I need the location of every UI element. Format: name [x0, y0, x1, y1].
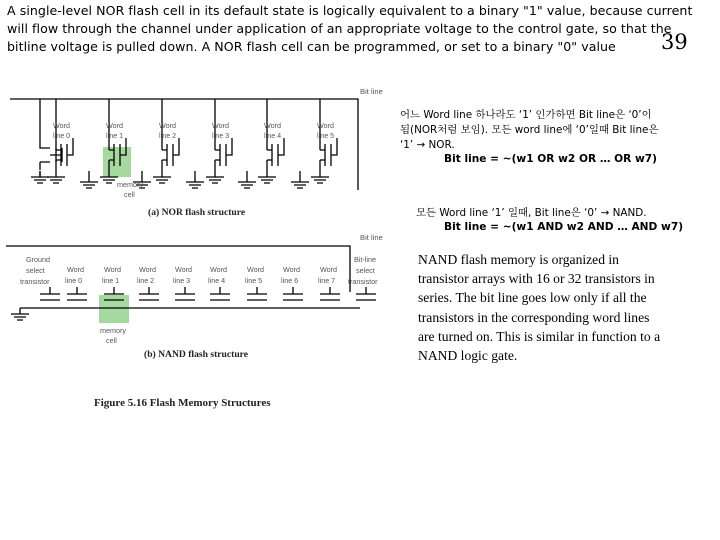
nand-formula: Bit line = ~(w1 AND w2 AND … AND w7): [444, 221, 684, 233]
nor-note-line-3: ‘1’ → NOR.: [400, 139, 455, 151]
nor-memory-cell-label-1: memory: [117, 180, 143, 189]
nand-word-label-1-word: Word: [104, 265, 122, 274]
nor-memory-cell-highlight: [103, 147, 131, 177]
nand-transistor-7: [283, 287, 303, 300]
nor-word-label-5-word: Word: [317, 121, 335, 130]
nor-word-label-5-line: line 5: [317, 131, 335, 140]
nand-memory-cell-label-1: memory: [100, 326, 126, 335]
nand-ground-select-label-3: transistor: [20, 277, 50, 286]
nor-word-label-3-word: Word: [212, 121, 230, 130]
nand-word-label-2-line: line 2: [137, 276, 155, 285]
nand-transistor-0: [40, 287, 60, 300]
nor-caption: (a) NOR flash structure: [148, 207, 246, 218]
nand-word-label-0-line: line 0: [65, 276, 83, 285]
nand-word-label-3-line: line 3: [173, 276, 191, 285]
nand-transistor-1: [67, 287, 87, 300]
nand-word-label-0-word: Word: [67, 265, 85, 274]
nand-note-line-1: 모든 Word line ‘1’ 일때, Bit line은 ‘0’ → NAND.: [416, 207, 647, 219]
nor-word-label-1-line: line 1: [106, 131, 124, 140]
nor-note-line-2: 됨(NOR처럼 보임). 모든 word line에 ‘0’일때 Bit line은: [400, 124, 659, 136]
nand-memory-cell-highlight: [99, 295, 129, 323]
nand-transistor-4: [175, 287, 195, 300]
nor-cell-3: [186, 99, 232, 188]
nor-word-label-1-word: Word: [106, 121, 124, 130]
figure-caption: Figure 5.16 Flash Memory Structures: [94, 397, 271, 409]
nor-word-label-2-line: line 2: [159, 131, 177, 140]
nand-ground-select-label-2: select: [26, 266, 45, 275]
nor-cell-4: [238, 99, 284, 188]
nor-bitline-label: Bit line: [360, 87, 383, 96]
nand-bitline-label: Bit line: [360, 233, 383, 242]
nand-transistor-9: [356, 287, 376, 300]
nor-flash-diagram: [10, 99, 358, 190]
nor-word-label-0-line: line 0: [53, 131, 71, 140]
page-number: 39: [661, 30, 688, 54]
nor-cell-5: [291, 99, 337, 188]
nand-bitline-select-label-2: select: [356, 266, 375, 275]
nand-memory-cell-label-2: cell: [106, 336, 117, 345]
nand-ground-select-label-1: Ground: [26, 255, 50, 264]
nand-transistor-6: [247, 287, 267, 300]
nand-word-label-7-word: Word: [320, 265, 338, 274]
nor-formula: Bit line = ~(w1 OR w2 OR … OR w7): [444, 153, 657, 165]
nand-paragraph: NAND flash memory is organized in transistor arrays with 16 or 32 transistors in series. The bit line goes low only if all the transistors in the corresponding word lines are turned on. This is similar in function to a NAND logic gate.: [418, 252, 661, 364]
nand-word-label-1-line: line 1: [102, 276, 120, 285]
nor-word-label-0-word: Word: [53, 121, 71, 130]
nand-transistor-8: [320, 287, 340, 300]
nor-word-label-2-word: Word: [159, 121, 177, 130]
nand-bitline-select-label-3: transistor: [348, 277, 378, 286]
nand-word-label-7-line: line 7: [318, 276, 336, 285]
nand-transistor-3: [139, 287, 159, 300]
nor-note-line-1: 어느 Word line 하나라도 ‘1’ 인가하면 Bit line은 ‘0’이: [400, 109, 652, 121]
intro-paragraph: A single-level NOR flash cell in its default state is logically equivalent to a binary "1" value, because current will flow through the channel under application of an appropriate voltage to the control gate, so that the bitline voltage is pulled down. A NOR flash cell can be programmed, or set to a binary "0" value: [7, 3, 693, 54]
nor-word-label-4-word: Word: [264, 121, 282, 130]
nor-word-label-4-line: line 4: [264, 131, 282, 140]
nand-word-label-4-word: Word: [210, 265, 228, 274]
nand-caption: (b) NAND flash structure: [144, 349, 249, 360]
nand-word-label-5-word: Word: [247, 265, 265, 274]
nand-bitline-select-label-1: Bit-line: [354, 255, 376, 264]
nand-transistor-5: [210, 287, 230, 300]
nor-word-label-3-line: line 3: [212, 131, 230, 140]
nand-word-label-2-word: Word: [139, 265, 157, 274]
nor-cell-0: [47, 99, 73, 183]
nor-cell-2: [133, 99, 179, 188]
nand-word-label-6-word: Word: [283, 265, 301, 274]
nand-word-label-5-line: line 5: [245, 276, 263, 285]
nand-word-label-3-word: Word: [175, 265, 193, 274]
nand-word-label-6-line: line 6: [281, 276, 299, 285]
nor-memory-cell-label-2: cell: [124, 190, 135, 199]
nand-word-label-4-line: line 4: [208, 276, 226, 285]
